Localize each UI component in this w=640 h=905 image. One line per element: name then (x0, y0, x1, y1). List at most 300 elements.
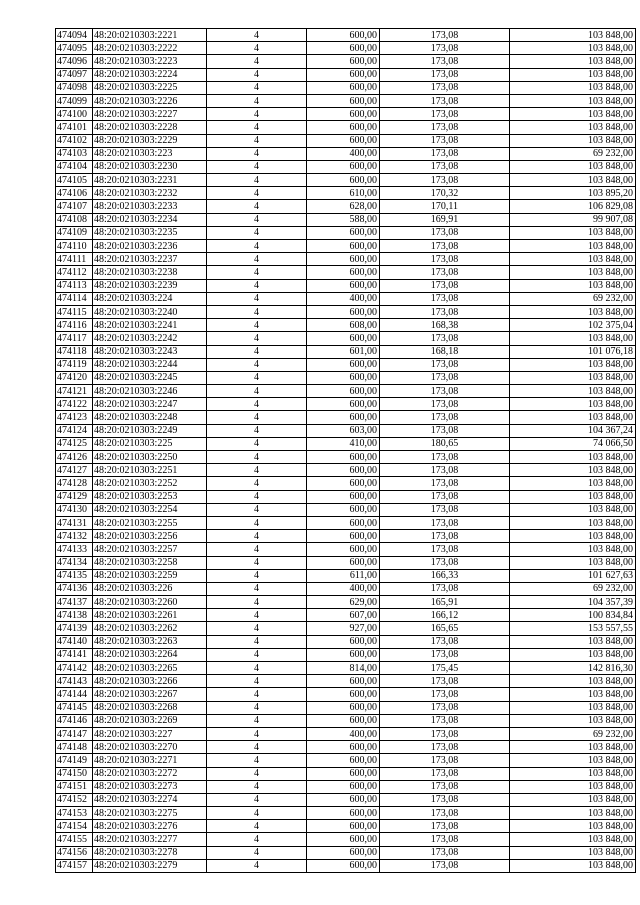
value-cell: 101 627,63 (510, 569, 636, 582)
value-cell: 103 848,00 (510, 688, 636, 701)
category-cell: 4 (207, 29, 307, 42)
row-number-cell: 474101 (56, 121, 93, 134)
cadastral-number-cell: 48:20:0210303:2276 (93, 820, 207, 833)
row-number-cell: 474136 (56, 582, 93, 595)
category-cell: 4 (207, 543, 307, 556)
table-row (56, 714, 636, 727)
cadastral-number-cell: 48:20:0210303:2275 (93, 807, 207, 820)
table-row (56, 754, 636, 767)
category-cell: 4 (207, 503, 307, 516)
rate-cell: 173,08 (380, 635, 510, 648)
value-cell: 103 848,00 (510, 820, 636, 833)
cadastral-number-cell: 48:20:0210303:2235 (93, 226, 207, 239)
rate-cell: 173,08 (380, 305, 510, 318)
row-number-cell: 474143 (56, 675, 93, 688)
cadastral-number-cell: 48:20:0210303:2247 (93, 398, 207, 411)
table-row (56, 279, 636, 292)
table-row (56, 582, 636, 595)
area-cell: 927,00 (307, 622, 380, 635)
category-cell: 4 (207, 187, 307, 200)
table-row (56, 662, 636, 675)
area-cell: 600,00 (307, 648, 380, 661)
value-cell: 103 848,00 (510, 648, 636, 661)
rate-cell: 173,08 (380, 424, 510, 437)
rate-cell: 173,08 (380, 556, 510, 569)
cadastral-number-cell: 48:20:0210303:2259 (93, 569, 207, 582)
row-number-cell: 474145 (56, 701, 93, 714)
value-cell: 103 848,00 (510, 793, 636, 806)
table-row (56, 846, 636, 859)
category-cell: 4 (207, 477, 307, 490)
cadastral-number-cell: 48:20:0210303:226 (93, 582, 207, 595)
category-cell: 4 (207, 846, 307, 859)
category-cell: 4 (207, 319, 307, 332)
table-row (56, 266, 636, 279)
cadastral-number-cell: 48:20:0210303:2239 (93, 279, 207, 292)
row-number-cell: 474124 (56, 424, 93, 437)
value-cell: 103 848,00 (510, 108, 636, 121)
value-cell: 103 848,00 (510, 741, 636, 754)
rate-cell: 173,08 (380, 398, 510, 411)
row-number-cell: 474103 (56, 147, 93, 160)
rate-cell: 166,33 (380, 569, 510, 582)
category-cell: 4 (207, 266, 307, 279)
area-cell: 600,00 (307, 174, 380, 187)
cadastral-number-cell: 48:20:0210303:2252 (93, 477, 207, 490)
row-number-cell: 474127 (56, 464, 93, 477)
category-cell: 4 (207, 662, 307, 675)
table-row (56, 530, 636, 543)
row-number-cell: 474132 (56, 530, 93, 543)
cadastral-number-cell: 48:20:0210303:2251 (93, 464, 207, 477)
rate-cell: 173,08 (380, 846, 510, 859)
table-row (56, 187, 636, 200)
value-cell: 103 848,00 (510, 226, 636, 239)
category-cell: 4 (207, 332, 307, 345)
row-number-cell: 474131 (56, 516, 93, 529)
category-cell: 4 (207, 108, 307, 121)
rate-cell: 173,08 (380, 253, 510, 266)
area-cell: 814,00 (307, 662, 380, 675)
category-cell: 4 (207, 464, 307, 477)
value-cell: 103 848,00 (510, 846, 636, 859)
area-cell: 600,00 (307, 741, 380, 754)
cadastral-number-cell: 48:20:0210303:2224 (93, 68, 207, 81)
category-cell: 4 (207, 345, 307, 358)
category-cell: 4 (207, 437, 307, 450)
rate-cell: 173,08 (380, 490, 510, 503)
value-cell: 74 066,50 (510, 437, 636, 450)
category-cell: 4 (207, 688, 307, 701)
row-number-cell: 474133 (56, 543, 93, 556)
category-cell: 4 (207, 81, 307, 94)
cadastral-number-cell: 48:20:0210303:2225 (93, 81, 207, 94)
area-cell: 610,00 (307, 187, 380, 200)
value-cell: 103 848,00 (510, 240, 636, 253)
row-number-cell: 474138 (56, 609, 93, 622)
table-row (56, 305, 636, 318)
area-cell: 600,00 (307, 530, 380, 543)
table-row (56, 147, 636, 160)
cadastral-number-cell: 48:20:0210303:224 (93, 292, 207, 305)
value-cell: 103 848,00 (510, 160, 636, 173)
row-number-cell: 474157 (56, 859, 93, 872)
value-cell: 101 076,18 (510, 345, 636, 358)
area-cell: 611,00 (307, 569, 380, 582)
rate-cell: 175,45 (380, 662, 510, 675)
cadastral-number-cell: 48:20:0210303:2272 (93, 767, 207, 780)
cadastral-number-cell: 48:20:0210303:2271 (93, 754, 207, 767)
value-cell: 103 848,00 (510, 477, 636, 490)
cadastral-number-cell: 48:20:0210303:2260 (93, 596, 207, 609)
row-number-cell: 474141 (56, 648, 93, 661)
rate-cell: 173,08 (380, 134, 510, 147)
table-row (56, 411, 636, 424)
cadastral-number-cell: 48:20:0210303:2274 (93, 793, 207, 806)
area-cell: 600,00 (307, 543, 380, 556)
area-cell: 600,00 (307, 701, 380, 714)
cadastral-number-cell: 48:20:0210303:2258 (93, 556, 207, 569)
row-number-cell: 474123 (56, 411, 93, 424)
cadastral-number-cell: 48:20:0210303:2268 (93, 701, 207, 714)
table-row (56, 820, 636, 833)
area-cell: 588,00 (307, 213, 380, 226)
table-row (56, 345, 636, 358)
row-number-cell: 474144 (56, 688, 93, 701)
area-cell: 600,00 (307, 820, 380, 833)
area-cell: 600,00 (307, 464, 380, 477)
cadastral-number-cell: 48:20:0210303:2279 (93, 859, 207, 872)
category-cell: 4 (207, 714, 307, 727)
cadastral-number-cell: 48:20:0210303:2263 (93, 635, 207, 648)
row-number-cell: 474148 (56, 741, 93, 754)
area-cell: 601,00 (307, 345, 380, 358)
rate-cell: 173,08 (380, 714, 510, 727)
cadastral-number-cell: 48:20:0210303:2229 (93, 134, 207, 147)
area-cell: 600,00 (307, 833, 380, 846)
area-cell: 600,00 (307, 121, 380, 134)
row-number-cell: 474116 (56, 319, 93, 332)
category-cell: 4 (207, 767, 307, 780)
table-row (56, 859, 636, 872)
row-number-cell: 474137 (56, 596, 93, 609)
rate-cell: 173,08 (380, 754, 510, 767)
area-cell: 600,00 (307, 635, 380, 648)
area-cell: 600,00 (307, 556, 380, 569)
value-cell: 103 848,00 (510, 94, 636, 107)
area-cell: 600,00 (307, 371, 380, 384)
row-number-cell: 474125 (56, 437, 93, 450)
value-cell: 99 907,08 (510, 213, 636, 226)
category-cell: 4 (207, 68, 307, 81)
rate-cell: 173,08 (380, 727, 510, 740)
category-cell: 4 (207, 226, 307, 239)
category-cell: 4 (207, 490, 307, 503)
table-row (56, 569, 636, 582)
rate-cell: 166,12 (380, 609, 510, 622)
table-row (56, 68, 636, 81)
row-number-cell: 474098 (56, 81, 93, 94)
table-row (56, 437, 636, 450)
table-row (56, 516, 636, 529)
row-number-cell: 474118 (56, 345, 93, 358)
category-cell: 4 (207, 385, 307, 398)
table-row (56, 292, 636, 305)
value-cell: 103 848,00 (510, 358, 636, 371)
area-cell: 600,00 (307, 253, 380, 266)
area-cell: 600,00 (307, 411, 380, 424)
row-number-cell: 474111 (56, 253, 93, 266)
cadastral-number-cell: 48:20:0210303:2257 (93, 543, 207, 556)
value-cell: 103 895,20 (510, 187, 636, 200)
table-row (56, 424, 636, 437)
cadastral-number-cell: 48:20:0210303:2264 (93, 648, 207, 661)
category-cell: 4 (207, 807, 307, 820)
row-number-cell: 474104 (56, 160, 93, 173)
rate-cell: 173,08 (380, 292, 510, 305)
rate-cell: 173,08 (380, 55, 510, 68)
category-cell: 4 (207, 371, 307, 384)
rate-cell: 173,08 (380, 160, 510, 173)
area-cell: 600,00 (307, 305, 380, 318)
table-row (56, 727, 636, 740)
rate-cell: 173,08 (380, 767, 510, 780)
table-row (56, 596, 636, 609)
value-cell: 103 848,00 (510, 780, 636, 793)
row-number-cell: 474128 (56, 477, 93, 490)
row-number-cell: 474100 (56, 108, 93, 121)
area-cell: 600,00 (307, 490, 380, 503)
area-cell: 600,00 (307, 767, 380, 780)
area-cell: 600,00 (307, 108, 380, 121)
rate-cell: 173,08 (380, 332, 510, 345)
rate-cell: 173,08 (380, 793, 510, 806)
table-row (56, 160, 636, 173)
category-cell: 4 (207, 675, 307, 688)
rate-cell: 173,08 (380, 582, 510, 595)
row-number-cell: 474095 (56, 42, 93, 55)
rate-cell: 173,08 (380, 108, 510, 121)
area-cell: 600,00 (307, 266, 380, 279)
area-cell: 600,00 (307, 477, 380, 490)
cadastral-number-cell: 48:20:0210303:2238 (93, 266, 207, 279)
value-cell: 103 848,00 (510, 398, 636, 411)
cadastral-number-cell: 48:20:0210303:223 (93, 147, 207, 160)
area-cell: 400,00 (307, 582, 380, 595)
table-row (56, 490, 636, 503)
value-cell: 103 848,00 (510, 253, 636, 266)
area-cell: 600,00 (307, 332, 380, 345)
row-number-cell: 474099 (56, 94, 93, 107)
cadastral-number-cell: 48:20:0210303:2243 (93, 345, 207, 358)
row-number-cell: 474152 (56, 793, 93, 806)
rate-cell: 173,08 (380, 859, 510, 872)
rate-cell: 173,08 (380, 42, 510, 55)
area-cell: 600,00 (307, 55, 380, 68)
value-cell: 69 232,00 (510, 147, 636, 160)
table-row (56, 332, 636, 345)
table-row (56, 648, 636, 661)
table-row (56, 213, 636, 226)
category-cell: 4 (207, 780, 307, 793)
row-number-cell: 474105 (56, 174, 93, 187)
value-cell: 103 848,00 (510, 266, 636, 279)
table-row (56, 477, 636, 490)
area-cell: 628,00 (307, 200, 380, 213)
category-cell: 4 (207, 424, 307, 437)
rate-cell: 173,08 (380, 543, 510, 556)
rate-cell: 173,08 (380, 385, 510, 398)
category-cell: 4 (207, 701, 307, 714)
row-number-cell: 474150 (56, 767, 93, 780)
table-row (56, 81, 636, 94)
row-number-cell: 474155 (56, 833, 93, 846)
category-cell: 4 (207, 55, 307, 68)
rate-cell: 173,08 (380, 371, 510, 384)
category-cell: 4 (207, 253, 307, 266)
category-cell: 4 (207, 292, 307, 305)
cadastral-number-cell: 48:20:0210303:2245 (93, 371, 207, 384)
value-cell: 103 848,00 (510, 134, 636, 147)
cadastral-number-cell: 48:20:0210303:2223 (93, 55, 207, 68)
row-number-cell: 474126 (56, 451, 93, 464)
table-row (56, 200, 636, 213)
table-row (56, 503, 636, 516)
table-row (56, 701, 636, 714)
area-cell: 600,00 (307, 29, 380, 42)
value-cell: 103 848,00 (510, 635, 636, 648)
table-body (56, 29, 636, 873)
area-cell: 600,00 (307, 398, 380, 411)
value-cell: 103 848,00 (510, 411, 636, 424)
value-cell: 104 367,24 (510, 424, 636, 437)
area-cell: 600,00 (307, 160, 380, 173)
row-number-cell: 474113 (56, 279, 93, 292)
cadastral-number-cell: 48:20:0210303:2241 (93, 319, 207, 332)
area-cell: 600,00 (307, 279, 380, 292)
category-cell: 4 (207, 754, 307, 767)
area-cell: 600,00 (307, 714, 380, 727)
value-cell: 103 848,00 (510, 68, 636, 81)
category-cell: 4 (207, 451, 307, 464)
cadastral-number-cell: 48:20:0210303:2267 (93, 688, 207, 701)
rate-cell: 173,08 (380, 464, 510, 477)
category-cell: 4 (207, 134, 307, 147)
row-number-cell: 474102 (56, 134, 93, 147)
row-number-cell: 474121 (56, 385, 93, 398)
cadastral-number-cell: 48:20:0210303:2256 (93, 530, 207, 543)
row-number-cell: 474094 (56, 29, 93, 42)
area-cell: 600,00 (307, 134, 380, 147)
cadastral-number-cell: 48:20:0210303:2237 (93, 253, 207, 266)
value-cell: 103 848,00 (510, 305, 636, 318)
rate-cell: 173,08 (380, 147, 510, 160)
row-number-cell: 474146 (56, 714, 93, 727)
area-cell: 600,00 (307, 807, 380, 820)
category-cell: 4 (207, 556, 307, 569)
cadastral-number-cell: 48:20:0210303:2249 (93, 424, 207, 437)
table-row (56, 253, 636, 266)
rate-cell: 173,08 (380, 516, 510, 529)
rate-cell: 173,08 (380, 411, 510, 424)
row-number-cell: 474112 (56, 266, 93, 279)
category-cell: 4 (207, 200, 307, 213)
cadastral-number-cell: 48:20:0210303:2236 (93, 240, 207, 253)
value-cell: 103 848,00 (510, 556, 636, 569)
category-cell: 4 (207, 42, 307, 55)
table-row (56, 29, 636, 42)
cadastral-number-cell: 48:20:0210303:2261 (93, 609, 207, 622)
category-cell: 4 (207, 569, 307, 582)
row-number-cell: 474129 (56, 490, 93, 503)
table-row (56, 464, 636, 477)
rate-cell: 173,08 (380, 780, 510, 793)
table-row (56, 358, 636, 371)
area-cell: 600,00 (307, 793, 380, 806)
cadastral-number-cell: 48:20:0210303:2253 (93, 490, 207, 503)
rate-cell: 173,08 (380, 68, 510, 81)
row-number-cell: 474153 (56, 807, 93, 820)
category-cell: 4 (207, 622, 307, 635)
value-cell: 103 848,00 (510, 833, 636, 846)
category-cell: 4 (207, 160, 307, 173)
rate-cell: 170,32 (380, 187, 510, 200)
table-row (56, 807, 636, 820)
table-row (56, 42, 636, 55)
value-cell: 103 848,00 (510, 174, 636, 187)
rate-cell: 173,08 (380, 741, 510, 754)
table-row (56, 108, 636, 121)
row-number-cell: 474134 (56, 556, 93, 569)
table-row (56, 833, 636, 846)
table-row (56, 556, 636, 569)
category-cell: 4 (207, 398, 307, 411)
area-cell: 410,00 (307, 437, 380, 450)
rate-cell: 173,08 (380, 820, 510, 833)
category-cell: 4 (207, 530, 307, 543)
rate-cell: 173,08 (380, 675, 510, 688)
rate-cell: 173,08 (380, 279, 510, 292)
area-cell: 600,00 (307, 754, 380, 767)
cadastral-number-cell: 48:20:0210303:2262 (93, 622, 207, 635)
table-row (56, 371, 636, 384)
cadastral-number-cell: 48:20:0210303:2255 (93, 516, 207, 529)
cadastral-number-cell: 48:20:0210303:2278 (93, 846, 207, 859)
cadastral-number-cell: 48:20:0210303:2234 (93, 213, 207, 226)
value-cell: 103 848,00 (510, 516, 636, 529)
category-cell: 4 (207, 859, 307, 872)
row-number-cell: 474107 (56, 200, 93, 213)
category-cell: 4 (207, 635, 307, 648)
value-cell: 103 848,00 (510, 714, 636, 727)
table-row (56, 226, 636, 239)
rate-cell: 168,18 (380, 345, 510, 358)
rate-cell: 173,08 (380, 451, 510, 464)
rate-cell: 173,08 (380, 94, 510, 107)
cadastral-number-cell: 48:20:0210303:225 (93, 437, 207, 450)
area-cell: 600,00 (307, 451, 380, 464)
value-cell: 69 232,00 (510, 727, 636, 740)
cadastral-number-cell: 48:20:0210303:2273 (93, 780, 207, 793)
area-cell: 600,00 (307, 846, 380, 859)
row-number-cell: 474139 (56, 622, 93, 635)
rate-cell: 173,08 (380, 29, 510, 42)
table-row (56, 94, 636, 107)
table-row (56, 741, 636, 754)
row-number-cell: 474135 (56, 569, 93, 582)
rate-cell: 173,08 (380, 648, 510, 661)
value-cell: 142 816,30 (510, 662, 636, 675)
